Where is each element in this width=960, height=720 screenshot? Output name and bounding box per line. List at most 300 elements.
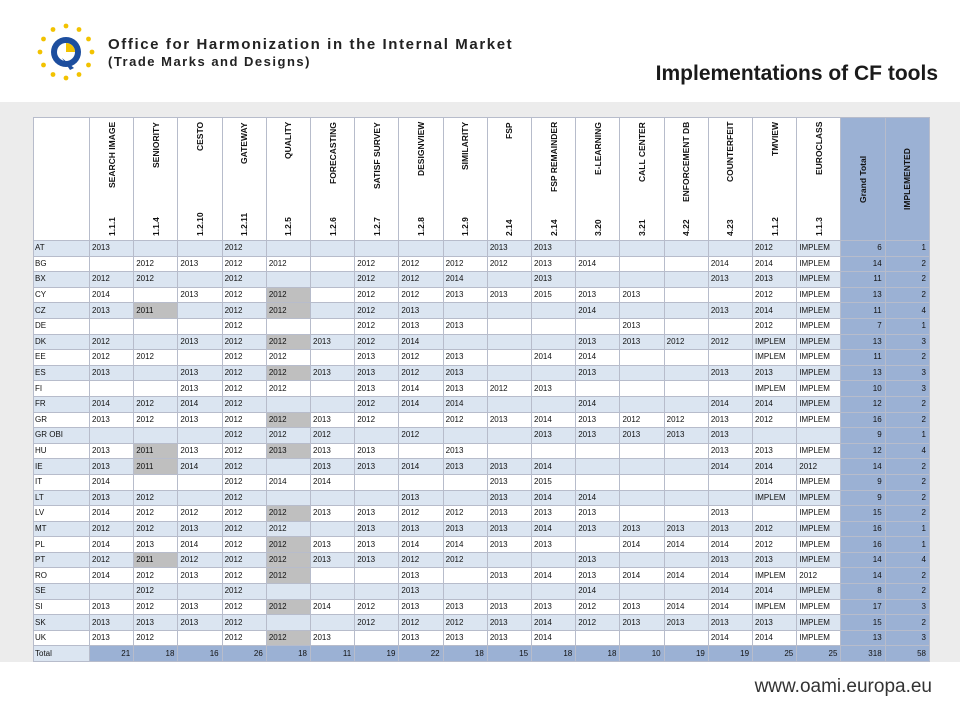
table-cell: 2012 — [222, 318, 266, 334]
table-cell: 2 — [885, 474, 929, 490]
table-cell: 13 — [841, 334, 885, 350]
table-cell: 2013 — [311, 412, 355, 428]
total-cell: 19 — [664, 646, 708, 662]
table-cell: 2012 — [443, 552, 487, 568]
table-cell: 2013 — [576, 506, 620, 522]
table-cell — [620, 381, 664, 397]
table-cell: 2012 — [222, 334, 266, 350]
country-code-cell: SK — [34, 615, 90, 631]
country-code-cell: PT — [34, 552, 90, 568]
table-cell — [443, 568, 487, 584]
table-cell: IMPLEM — [797, 412, 841, 428]
column-header — [708, 118, 752, 241]
column-header-label — [460, 118, 470, 240]
table-cell: 2013 — [355, 521, 399, 537]
table-cell: 2012 — [399, 272, 443, 288]
table-cell: IMPLEM — [797, 599, 841, 615]
table-cell: 2 — [885, 350, 929, 366]
table-cell: 2013 — [443, 630, 487, 646]
table-cell — [266, 615, 310, 631]
table-cell: 2014 — [708, 584, 752, 600]
table-cell: 2013 — [355, 350, 399, 366]
table-cell — [664, 287, 708, 303]
table-row — [34, 241, 930, 257]
country-code-cell: GR OBI — [34, 428, 90, 444]
table-cell — [134, 474, 178, 490]
table-cell: 2014 — [532, 521, 576, 537]
total-cell: 18 — [134, 646, 178, 662]
table-cell: 3 — [885, 334, 929, 350]
column-name: DESIGNVIEW — [416, 122, 427, 177]
table-cell — [487, 272, 531, 288]
total-cell: 58 — [885, 646, 929, 662]
table-cell — [620, 630, 664, 646]
table-cell: 2012 — [266, 630, 310, 646]
table-cell: IMPLEM — [797, 630, 841, 646]
table-cell: 2012 — [664, 412, 708, 428]
table-cell — [620, 256, 664, 272]
table-row — [34, 396, 930, 412]
table-cell: 2012 — [266, 506, 310, 522]
column-code: 2.14 — [504, 219, 515, 236]
table-cell: 2012 — [222, 537, 266, 553]
table-cell: 2013 — [443, 459, 487, 475]
table-cell — [443, 303, 487, 319]
table-cell — [664, 490, 708, 506]
table-row — [34, 256, 930, 272]
table-row — [34, 615, 930, 631]
table-cell — [620, 490, 664, 506]
table-cell — [178, 584, 222, 600]
table-cell — [708, 241, 752, 257]
table-cell: IMPLEM — [797, 287, 841, 303]
table-cell: 2012 — [399, 506, 443, 522]
table-cell: 2012 — [443, 412, 487, 428]
table-cell — [487, 350, 531, 366]
table-cell — [664, 350, 708, 366]
table-cell — [355, 630, 399, 646]
column-name: E-LEARNING — [592, 122, 603, 175]
table-cell: 2014 — [399, 381, 443, 397]
table-cell: 2012 — [311, 428, 355, 444]
table-row — [34, 350, 930, 366]
table-cell: 2013 — [532, 428, 576, 444]
table-cell: 2013 — [708, 412, 752, 428]
column-code: 1.2.11 — [239, 212, 250, 236]
table-cell: 2 — [885, 584, 929, 600]
table-cell: IMPLEM — [753, 568, 797, 584]
table-row — [34, 537, 930, 553]
column-name: EUROCLASS — [813, 122, 824, 176]
table-row — [34, 381, 930, 397]
table-cell: 2013 — [487, 241, 531, 257]
table-cell — [532, 552, 576, 568]
table-cell — [266, 318, 310, 334]
table-cell — [178, 350, 222, 366]
table-cell: 2013 — [355, 552, 399, 568]
table-cell: 2014 — [178, 396, 222, 412]
table-cell: 2012 — [266, 599, 310, 615]
table-cell: 11 — [841, 272, 885, 288]
table-cell: 2012 — [399, 365, 443, 381]
table-cell: 2012 — [222, 568, 266, 584]
country-code-cell: BX — [34, 272, 90, 288]
table-cell: 2013 — [311, 506, 355, 522]
table-cell: 2012 — [399, 552, 443, 568]
table-row — [34, 506, 930, 522]
table-cell: 9 — [841, 428, 885, 444]
column-header-label — [416, 118, 426, 240]
column-header-label — [858, 118, 868, 240]
column-name: SIMILARITY — [460, 122, 471, 171]
table-cell — [620, 350, 664, 366]
table-cell — [134, 334, 178, 350]
table-cell — [266, 272, 310, 288]
table-cell: 2013 — [178, 615, 222, 631]
table-cell: 4 — [885, 552, 929, 568]
table-cell — [532, 334, 576, 350]
table-cell — [664, 506, 708, 522]
table-cell: IMPLEM — [753, 381, 797, 397]
total-cell: 16 — [178, 646, 222, 662]
table-cell — [355, 428, 399, 444]
table-cell: 2013 — [355, 365, 399, 381]
column-name: GATEWAY — [239, 122, 250, 164]
table-cell: 3 — [885, 630, 929, 646]
table-cell: 4 — [885, 303, 929, 319]
table-cell — [532, 318, 576, 334]
table-cell: 2013 — [576, 412, 620, 428]
table-cell: 2014 — [443, 272, 487, 288]
column-header — [487, 118, 531, 241]
column-header-label — [107, 118, 117, 240]
table-cell: 2013 — [753, 272, 797, 288]
table-cell: 2014 — [576, 490, 620, 506]
table-cell: 2012 — [355, 318, 399, 334]
table-cell: 2014 — [443, 396, 487, 412]
table-cell: 2013 — [178, 412, 222, 428]
table-cell — [576, 630, 620, 646]
column-name: SATISF SURVEY — [371, 122, 382, 189]
table-cell — [90, 381, 134, 397]
table-cell — [532, 365, 576, 381]
table-cell: 2013 — [532, 599, 576, 615]
table-cell — [443, 474, 487, 490]
table-cell — [355, 584, 399, 600]
table-cell: 1 — [885, 241, 929, 257]
column-header — [134, 118, 178, 241]
table-row — [34, 490, 930, 506]
table-cell: 2013 — [443, 287, 487, 303]
country-code-cell: ES — [34, 365, 90, 381]
table-cell: 2012 — [443, 506, 487, 522]
table-cell: 17 — [841, 599, 885, 615]
table-cell — [487, 443, 531, 459]
table-cell: 13 — [841, 287, 885, 303]
table-cell — [266, 396, 310, 412]
table-cell: IMPLEM — [797, 241, 841, 257]
table-cell: 2014 — [708, 599, 752, 615]
table-cell — [355, 474, 399, 490]
table-cell: 2012 — [222, 428, 266, 444]
table-cell: 2013 — [311, 552, 355, 568]
table-cell: 2014 — [664, 537, 708, 553]
table-cell — [399, 474, 443, 490]
table-cell — [664, 443, 708, 459]
table-cell: 2013 — [178, 365, 222, 381]
table-cell: 2012 — [576, 615, 620, 631]
table-cell: 2 — [885, 490, 929, 506]
table-cell: 2012 — [90, 552, 134, 568]
table-cell: 2012 — [753, 412, 797, 428]
country-code-cell: MT — [34, 521, 90, 537]
header-corner — [34, 118, 90, 241]
table-cell: 2015 — [532, 287, 576, 303]
header-row — [34, 118, 930, 241]
total-cell: 18 — [576, 646, 620, 662]
country-code-cell: SE — [34, 584, 90, 600]
table-cell: 2013 — [266, 443, 310, 459]
table-cell: 2014 — [90, 506, 134, 522]
table-cell: 2012 — [399, 287, 443, 303]
table-cell: 2012 — [222, 443, 266, 459]
table-cell: 2013 — [399, 318, 443, 334]
column-header-label — [902, 118, 912, 240]
table-cell: 2013 — [178, 599, 222, 615]
table-cell: 2014 — [311, 599, 355, 615]
column-header-label — [151, 118, 161, 240]
table-cell: 2013 — [90, 303, 134, 319]
table-cell: IMPLEM — [797, 521, 841, 537]
total-cell: 25 — [753, 646, 797, 662]
column-code: 1.2.8 — [416, 217, 427, 236]
table-cell — [399, 241, 443, 257]
table-cell: 2013 — [487, 490, 531, 506]
table-cell: 16 — [841, 521, 885, 537]
table-cell: 2 — [885, 615, 929, 631]
table-cell — [134, 381, 178, 397]
total-row — [34, 646, 930, 662]
total-cell: 18 — [443, 646, 487, 662]
table-cell: 1 — [885, 537, 929, 553]
table-cell — [134, 241, 178, 257]
table-cell — [134, 287, 178, 303]
table-row — [34, 272, 930, 288]
table-cell — [620, 396, 664, 412]
column-header — [222, 118, 266, 241]
table-cell — [532, 584, 576, 600]
table-cell: 2012 — [355, 303, 399, 319]
table-cell — [90, 428, 134, 444]
table-cell: 2013 — [620, 428, 664, 444]
table-cell: 2013 — [487, 506, 531, 522]
table-cell: 2012 — [266, 287, 310, 303]
table-cell: 2013 — [708, 615, 752, 631]
column-name: IMPLEMENTED — [902, 148, 913, 210]
table-cell: 2012 — [90, 521, 134, 537]
table-cell: 2012 — [266, 521, 310, 537]
table-cell — [134, 318, 178, 334]
table-cell: 2013 — [90, 599, 134, 615]
column-header-label — [328, 118, 338, 240]
table-cell: 2014 — [443, 537, 487, 553]
table-cell: 2012 — [266, 537, 310, 553]
column-header-label — [504, 118, 514, 240]
table-cell: 2012 — [134, 256, 178, 272]
table-cell: 2012 — [753, 537, 797, 553]
country-code-cell: DE — [34, 318, 90, 334]
table-row — [34, 287, 930, 303]
table-cell — [487, 552, 531, 568]
table-cell: 2013 — [532, 381, 576, 397]
column-name: ENFORCEMENT DB — [681, 122, 692, 203]
table-cell: 2013 — [311, 630, 355, 646]
page-title: Implementations of CF tools — [655, 62, 938, 85]
column-header — [885, 118, 929, 241]
country-code-cell: CZ — [34, 303, 90, 319]
total-cell: 22 — [399, 646, 443, 662]
table-cell: 2012 — [222, 521, 266, 537]
table-cell: 2012 — [134, 584, 178, 600]
table-cell: 2014 — [753, 256, 797, 272]
table-cell: 2014 — [708, 630, 752, 646]
table-cell: 2013 — [443, 521, 487, 537]
column-header — [841, 118, 885, 241]
table-cell: 2012 — [222, 396, 266, 412]
table-cell: IMPLEM — [753, 350, 797, 366]
table-cell: IMPLEM — [797, 506, 841, 522]
table-row — [34, 568, 930, 584]
table-cell — [311, 396, 355, 412]
table-cell — [311, 350, 355, 366]
table-cell: 2013 — [532, 241, 576, 257]
table-cell: 2014 — [576, 303, 620, 319]
table-cell: 2012 — [134, 412, 178, 428]
table-cell: 14 — [841, 552, 885, 568]
table-row — [34, 630, 930, 646]
table-cell: 2014 — [708, 459, 752, 475]
table-cell: 2014 — [753, 630, 797, 646]
table-cell — [576, 537, 620, 553]
table-cell: 2014 — [532, 412, 576, 428]
table-cell: 2012 — [708, 334, 752, 350]
table-cell: 2013 — [487, 599, 531, 615]
table-cell: 2014 — [399, 334, 443, 350]
table-cell — [178, 428, 222, 444]
table-cell: 2013 — [487, 412, 531, 428]
table-cell: 2013 — [708, 443, 752, 459]
table-cell: 2013 — [90, 459, 134, 475]
table-cell: 2012 — [266, 303, 310, 319]
table-cell: 2013 — [487, 287, 531, 303]
column-name: CESTO — [195, 122, 205, 152]
table-cell: 2013 — [753, 443, 797, 459]
table-cell: 2015 — [532, 474, 576, 490]
table-cell — [178, 272, 222, 288]
table-cell — [664, 630, 708, 646]
table-cell: 2013 — [90, 412, 134, 428]
table-cell: 2012 — [90, 334, 134, 350]
table-cell — [576, 381, 620, 397]
table-cell — [708, 287, 752, 303]
table-cell: 2013 — [487, 537, 531, 553]
column-header — [797, 118, 841, 241]
table-cell: 2013 — [134, 537, 178, 553]
table-cell — [90, 256, 134, 272]
table-cell — [443, 428, 487, 444]
table-cell: IMPLEM — [797, 350, 841, 366]
table-cell: 3 — [885, 365, 929, 381]
table-cell: 2013 — [532, 256, 576, 272]
table-cell — [576, 318, 620, 334]
table-cell: 2013 — [664, 615, 708, 631]
column-code: 1.1.4 — [150, 217, 161, 236]
table-cell: 2013 — [620, 615, 664, 631]
table-cell — [399, 443, 443, 459]
country-code-cell: IE — [34, 459, 90, 475]
table-cell: 2014 — [532, 568, 576, 584]
table-cell — [532, 303, 576, 319]
column-code: 4.23 — [725, 219, 736, 236]
total-cell: 318 — [841, 646, 885, 662]
table-cell: 11 — [841, 350, 885, 366]
table-cell: 2012 — [487, 381, 531, 397]
table-row — [34, 412, 930, 428]
table-cell: 2012 — [222, 630, 266, 646]
table-row — [34, 334, 930, 350]
column-name: CALL CENTER — [637, 122, 648, 182]
table-cell: 2014 — [399, 459, 443, 475]
table-cell: 2014 — [399, 537, 443, 553]
table-cell: 2012 — [266, 334, 310, 350]
table-cell: 2012 — [222, 381, 266, 397]
table-cell — [178, 490, 222, 506]
table-cell: 2 — [885, 568, 929, 584]
column-code: 4.22 — [681, 219, 692, 236]
table-cell — [664, 396, 708, 412]
country-code-cell: FR — [34, 396, 90, 412]
country-code-cell: UK — [34, 630, 90, 646]
table-cell: 2012 — [753, 318, 797, 334]
table-cell: 2013 — [178, 521, 222, 537]
table-cell: 2012 — [222, 506, 266, 522]
table-cell: 2013 — [90, 630, 134, 646]
column-code: 1.2.6 — [327, 217, 338, 236]
table-cell: 2012 — [266, 568, 310, 584]
table-row — [34, 584, 930, 600]
table-cell: 2013 — [311, 334, 355, 350]
implementations-table — [33, 117, 930, 662]
table-cell — [664, 381, 708, 397]
table-cell — [532, 396, 576, 412]
table-cell: 2 — [885, 459, 929, 475]
country-code-cell: PL — [34, 537, 90, 553]
table-cell: 2013 — [487, 521, 531, 537]
table-cell: 2013 — [487, 459, 531, 475]
table-cell: 1 — [885, 521, 929, 537]
table-cell: 2013 — [443, 599, 487, 615]
table-cell: 2013 — [399, 630, 443, 646]
table-cell — [443, 241, 487, 257]
column-header — [311, 118, 355, 241]
table-cell: IMPLEM — [797, 256, 841, 272]
table-cell: 2012 — [355, 256, 399, 272]
country-code-cell: LV — [34, 506, 90, 522]
column-header — [266, 118, 310, 241]
table-cell: 9 — [841, 474, 885, 490]
table-cell: 2014 — [708, 396, 752, 412]
column-header-label — [637, 118, 647, 240]
